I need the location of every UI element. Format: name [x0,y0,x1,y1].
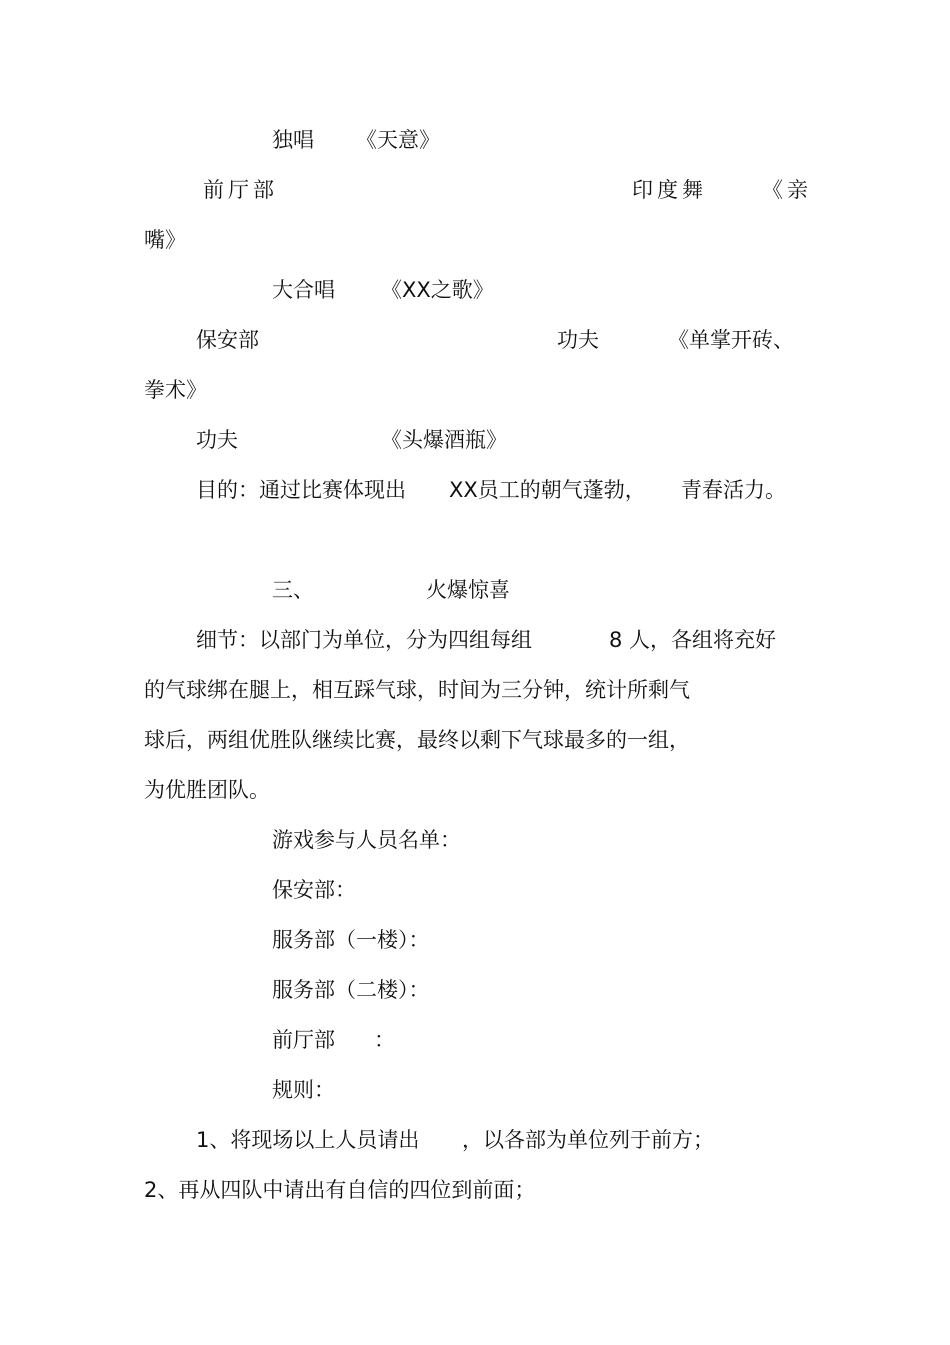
details-text-line2: 的气球绑在腿上，相互踩气球，时间为三分钟，统计所剩气 [144,678,690,702]
rule-1-start: 1、将现场以上人员请出 [196,1128,420,1152]
purpose-text-middle: XX员工的朝气蓬勃， [449,478,646,502]
participants-front-office: 前厅部 [272,1028,335,1052]
participants-service-floor2: 服务部（二楼）： [272,978,430,1002]
details-text-start: 细节：以部门为单位，分为四组每组 [196,628,532,652]
program-kungfu-label: 功夫 [557,328,599,352]
details-text-line4: 为优胜团队。 [144,778,270,802]
participants-heading: 游戏参与人员名单： [272,828,461,852]
program-solo-title: 《天意》 [356,128,440,152]
purpose-text-start: 目的：通过比赛体现出 [196,478,406,502]
program-kungfu-title-end: 拳术》 [144,378,207,402]
rule-2: 2、再从四队中请出有自信的四位到前面； [144,1178,536,1202]
participants-service-floor1: 服务部（一楼）： [272,928,430,952]
section-title: 火爆惊喜 [426,578,510,602]
participants-front-office-colon: ： [374,1028,395,1052]
program-chorus-label: 大合唱 [272,278,335,302]
program-indian-dance-label: 印度舞 [632,178,707,202]
details-text-line3: 球后，两组优胜队继续比赛，最终以剩下气球最多的一组， [144,728,690,752]
program-chorus-title: 《XX之歌》 [381,278,494,302]
section-number: 三、 [272,578,314,602]
program-solo-label: 独唱 [272,128,314,152]
program-kungfu-title-start: 《单掌开砖、 [668,328,794,352]
rule-1-end: ，以各部为单位列于前方； [462,1128,714,1152]
rules-heading: 规则： [272,1078,335,1102]
dept-front-office: 前厅部 [203,178,278,202]
program-indian-dance-title-end: 嘴》 [144,228,186,252]
purpose-text-end: 青春活力。 [681,478,786,502]
program-kungfu2-label: 功夫 [196,428,238,452]
participants-security: 保安部： [272,878,356,902]
program-kungfu2-title: 《头爆酒瓶》 [381,428,507,452]
program-indian-dance-title-start: 《亲 [762,178,812,202]
dept-security: 保安部 [196,328,259,352]
details-text-cont: 8 人，各组将充好 [609,628,777,652]
